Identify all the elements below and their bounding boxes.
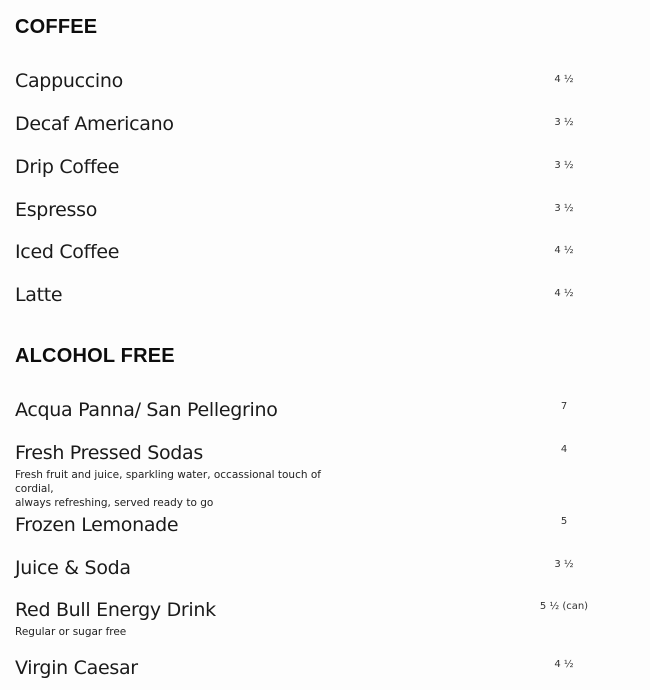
menu-item-name: Red Bull Energy Drink [15,599,216,621]
section-title-coffee: COFFEE [15,16,98,38]
menu-item-description: Regular or sugar free [15,626,127,638]
menu-item-name: Decaf Americano [15,113,174,135]
menu-item-name: Espresso [15,199,98,221]
menu-item-acqua-panna [15,399,650,422]
menu-item-price: 4 ½ [554,74,574,85]
menu-item-name: Acqua Panna/ San Pellegrino [15,399,278,421]
menu-item-price: 5 [560,516,568,527]
section-title-alcohol-free: ALCOHOL FREE [15,345,175,367]
menu-item-price: 7 [560,401,568,412]
menu-item-name: Fresh Pressed Sodas [15,442,203,464]
menu-item-price: 4 ½ [554,288,574,299]
menu-item-price: 3 ½ [554,160,574,171]
menu-item-frozen-lemonade [15,514,650,537]
menu-item-cappuccino [15,70,650,93]
menu-item-name: Cappuccino [15,70,123,92]
menu-item-name: Juice & Soda [15,557,131,579]
menu-item-iced-coffee [15,241,650,264]
menu-item-decaf-americano [15,113,650,136]
menu-item-name: Frozen Lemonade [15,514,179,536]
menu-item-price: 4 [560,444,568,455]
menu-item-espresso [15,199,650,222]
menu-item-price: 3 ½ [554,203,574,214]
menu-item-name: Latte [15,284,63,306]
menu-item-price: 5 ½ (can) [539,601,589,612]
menu-item-price: 4 ½ [554,659,574,670]
menu-item-price: 3 ½ [554,117,574,128]
menu-item-fresh-pressed-sodas [15,442,650,510]
menu-item-price: 4 ½ [554,245,574,256]
menu-item-latte [15,284,650,307]
menu-item-red-bull [15,599,650,639]
menu-item-description: Fresh fruit and juice, sparkling water, occassional touch of cordial, always refreshing, served ready to go [15,469,321,509]
menu-item-name: Iced Coffee [15,241,120,263]
menu-item-name: Drip Coffee [15,156,120,178]
menu-item-juice-soda [15,557,650,580]
menu-item-drip-coffee [15,156,650,179]
menu-item-price: 3 ½ [554,559,574,570]
menu-item-virgin-caesar [15,657,650,680]
menu-item-name: Virgin Caesar [15,657,138,679]
